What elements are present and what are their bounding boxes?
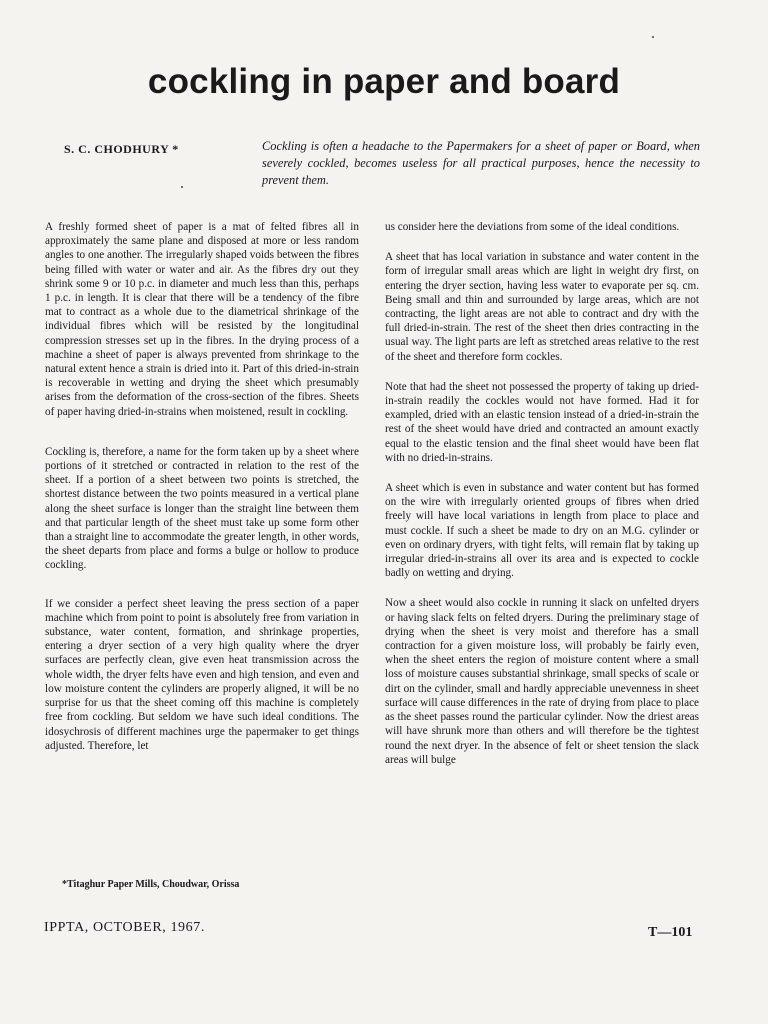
footnote: *Titaghur Paper Mills, Choudwar, Orissa (62, 879, 240, 890)
right-column (385, 220, 699, 767)
paragraph: A sheet which is even in substance and water content but has formed on the wire with irregularly oriented groups of fibres when dried freely will have local variations in length from place to place and must cockle. If such a sheet be made to dry on an M.G. cylinder or even on ordinary dryers, with tight felts, will remain flat by taking up irregular dried-in-strains all over its area and is expected to cockle badly on wetting and drying. (385, 482, 699, 580)
scan-speck (181, 186, 183, 188)
article-title: cockling in paper and board (147, 62, 621, 101)
paragraph: us consider here the deviations from some of the ideal conditions. (385, 221, 680, 233)
left-column (45, 220, 359, 753)
paragraph: If we consider a perfect sheet leaving the press section of a paper machine which from point to point is absolutely free from variation in substance, water content, formation, and shrinkage properties, entering a dryer section of a very high quality where the dryer surfaces are perfectly clean, give even heat transmission across the whole width, the dryer felts have even and high tension, and even and low moisture content the cylinders are properly aligned, it will be no surprise for us that the sheet coming off this machine is completely free from cockling. But seldom we have such ideal conditions. The idosychrosis of different machines urge the papermaker to get things adjusted. Therefore, let (45, 597, 359, 752)
scan-speck (652, 36, 654, 38)
paragraph: Now a sheet would also cockle in running it slack on unfelted dryers or having slack felts on felted dryers. During the preliminary stage of drying when the sheet is very moist and therefore has a small contraction for a given moisture loss, will probably be fairly even, when the sheet enters the region of moisture content where a small loss of moisture causes substantial shrinkage, small specks of scale or dirt on the cylinder, small and hardly appreciable unevenness in sheet surface will cause differences in the rate of drying from place to place as the sheet passes round the particular cylinder. Now the driest areas will have shrunk more than others and will therefore be the tightest round the next dryer. In the absence of felt or sheet tension the slack areas will bulge (385, 597, 699, 766)
paragraph: Note that had the sheet not possessed the property of taking up dried-in-strain readily the cockles would not have formed. Had it for exampled, dried with an elastic tension instead of a dried-in-strain the rest of the sheet would have dried and contracted an amount exactly equal to the elastic tension and the final sheet would have been flat with no dried-in-strains. (385, 380, 699, 464)
author-name: S. C. CHODHURY * (64, 142, 179, 156)
paragraph: A sheet that has local variation in substance and water content in the form of irregular small areas which are light in weight dry first, on entering the dryer section, having less water to evaporate per sq. cm. Being small and thin and surrounded by large areas, which are not contracting, the light areas are not able to contract and dry with the full dried-in-strain. The rest of the sheet then dries contracting in the usual way. The light parts are left as stretched areas relative to the rest of the sheet and therefore form cockles. (385, 251, 699, 363)
paragraph: A freshly formed sheet of paper is a mat of felted fibres all in approximately the same plane and disposed at more or less random angles to one another. The irregularly shaped voids between the fibres being filled with water or water and air. As the fibres dry out they shrink some 9 or 10 p.c. in diameter and much less than this, perhaps 1 p.c. in length. It is clear that there will be a tendency of the fibre mat to contract as a whole due to the diametrical shrinkage of the individual fibres which will be resisted by the longitudinal compression stresses set up in the fibres. In the drying process of a machine a sheet of paper is always prevented from shrinkage to the natural extent hence a strain is dried into it. Part of this dried-in-strain is recoverable in wetting and drying the sheet which presumably arises from the deformation of the cross-section of the fibres. Sheets of paper having dried-in-strains when moistened, result in cockling. (45, 221, 359, 418)
abstract: Cockling is often a headache to the Papermakers for a sheet of paper or Board, when severely cockled, becomes useless for all practical purposes, hence the necessity to prevent them. (262, 139, 700, 187)
paragraph: Cockling is, therefore, a name for the form taken up by a sheet where portions of it stretched or contracted in relation to the rest of the sheet. If a portion of a sheet between two points is stretched, the shortest distance between the two points measured in a vertical plane along the sheet surface is longer than the straight line between them and that particular length of the sheet must take up some form other than a straight line to accommodate the greater length, in other words, the sheet departs from place and forms a bulge or hollow to produce cockling. (45, 445, 359, 572)
journal-footer: IPPTA, OCTOBER, 1967. (44, 920, 205, 935)
page-number: T—101 (648, 925, 693, 940)
